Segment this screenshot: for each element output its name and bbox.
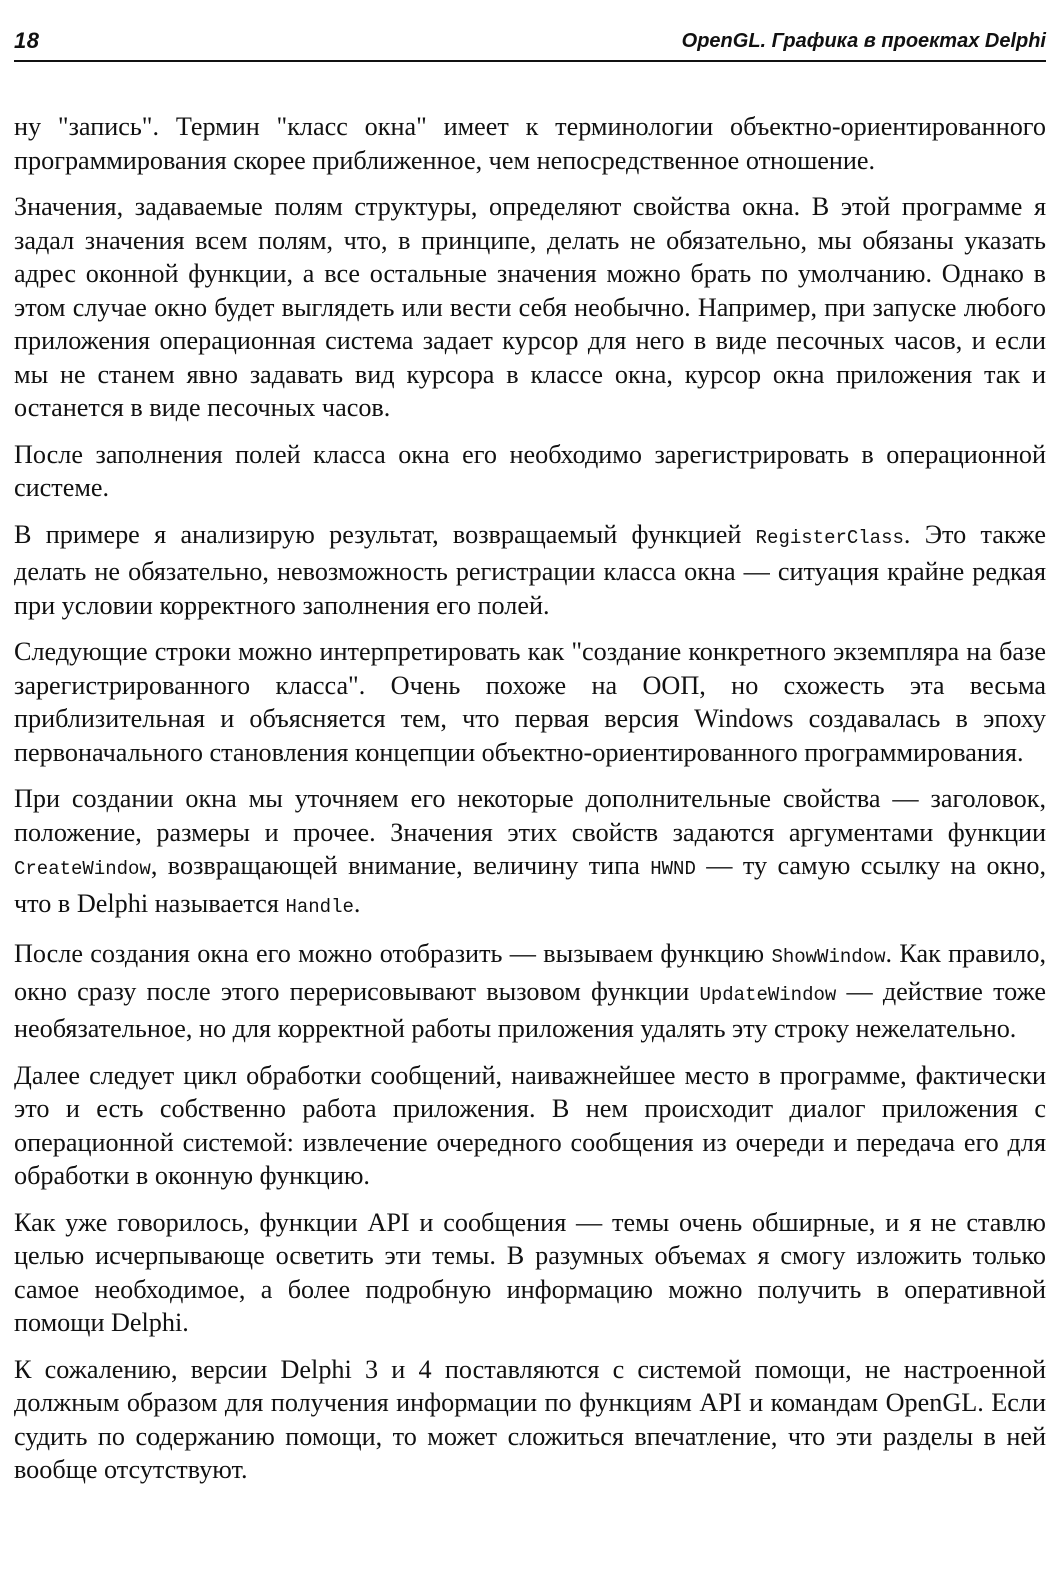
paragraph-6-text-3: — ту самую ссылку на окно, что в Delphi называется bbox=[14, 851, 1047, 918]
code-showwindow: ShowWindow bbox=[771, 946, 886, 968]
paragraph-7-text-2: . Как правило, окно сразу после этого перерисовывают вызовом функции bbox=[14, 939, 1046, 1006]
book-page bbox=[14, 22, 1046, 1552]
paragraph-4-text-2: . Это также делать не обязательно, невозможность регистрации класса окна — ситуация крайне редкая при условии корректного заполнения его полей. bbox=[14, 519, 1047, 620]
paragraph-1: ну "запись". Термин "класс окна" имеет к терминологии объектно-ориентированного программирования скорее приближенное, чем непосредственное отношение. bbox=[14, 112, 1046, 175]
paragraph-6-text-2: , возвращающей внимание, величину типа bbox=[150, 851, 651, 880]
paragraph-7-text-3: — действие тоже необязательное, но для корректной работы приложения удалять эту строку нежелательно. bbox=[14, 976, 1046, 1043]
paragraph-10: К сожалению, версии Delphi 3 и 4 поставляются с системой помощи, не настроенной должным образом для получения информации по функциям API и командам OpenGL. Если судить по содержанию помощи, то может сложиться впечатление, что эти разделы в ней вообще отсутствуют. bbox=[14, 1354, 1046, 1484]
paragraph-3: После заполнения полей класса окна его необходимо зарегистрировать в операционной системе. bbox=[14, 439, 1046, 502]
paragraph-2: Значения, задаваемые полям структуры, определяют свойства окна. В этой программе я задал значения всем полям, что, в принципе, делать не обязательно, мы обязаны указать адрес оконной функции, а все остальные значения можно брать по умолчанию. Однако в этом случае окно будет выглядеть или вести себя необычно. Например, при запуске любого приложения операционная система задает курсор для него в виде песочных часов, и если мы не станем явно задавать вид курсора в классе окна, курсор окна приложения так и останется в виде песочных часов. bbox=[14, 192, 1046, 422]
paragraph-9: Как уже говорилось, функции API и сообщения — темы очень обширные, и я не ставлю целью исчерпывающе осветить эти темы. В разумных объемах я смогу изложить только самое необходимое, а более подробную информацию можно получить в оперативной помощи Delphi. bbox=[14, 1207, 1046, 1337]
code-hwnd: HWND bbox=[650, 858, 696, 880]
paragraph-4-text-1: В примере я анализирую результат, возвращаемый функцией bbox=[14, 519, 756, 549]
paragraph-6-text-4: . bbox=[353, 888, 361, 918]
paragraph-5: Следующие строки можно интерпретировать как "создание конкретного экземпляра на базе зарегистрированного класса". Очень похоже на ООП, но схожесть эта весьма приблизительная и объясняется тем, что первая версия Windows создавалась в эпоху первоначального становления концепции объектно-ориентированного программирования. bbox=[14, 637, 1046, 767]
paragraph-8: Далее следует цикл обработки сообщений, наиважнейшее место в программе, фактически это и есть собственно работа приложения. В нем происходит диалог приложения с операционной системой: извлечение очередного сообщения из очереди и передача его для обработки в оконную функцию. bbox=[14, 1060, 1046, 1190]
paragraph-6 bbox=[14, 782, 1046, 924]
code-handle: Handle bbox=[285, 895, 354, 918]
paragraph-7 bbox=[14, 937, 1046, 1046]
paragraph-4 bbox=[14, 518, 1046, 623]
page-header bbox=[14, 22, 1046, 62]
code-createwindow: CreateWindow bbox=[14, 858, 151, 880]
paragraph-6-text-1: При создании окна мы уточняем его некоторые дополнительные свойства — заголовок, положение, размеры и прочее. Значения этих свойств задаются аргументами функции bbox=[14, 784, 1046, 847]
code-registerclass: RegisterClass bbox=[755, 526, 904, 549]
running-title: OpenGL. Графика в проектах Delphi bbox=[681, 30, 1046, 52]
body-text bbox=[14, 110, 1046, 1487]
paragraph-7-text-1: После создания окна его можно отобразить — вызываем функцию bbox=[14, 939, 772, 968]
code-updatewindow: UpdateWindow bbox=[699, 983, 837, 1006]
page-number: 18 bbox=[14, 28, 40, 53]
